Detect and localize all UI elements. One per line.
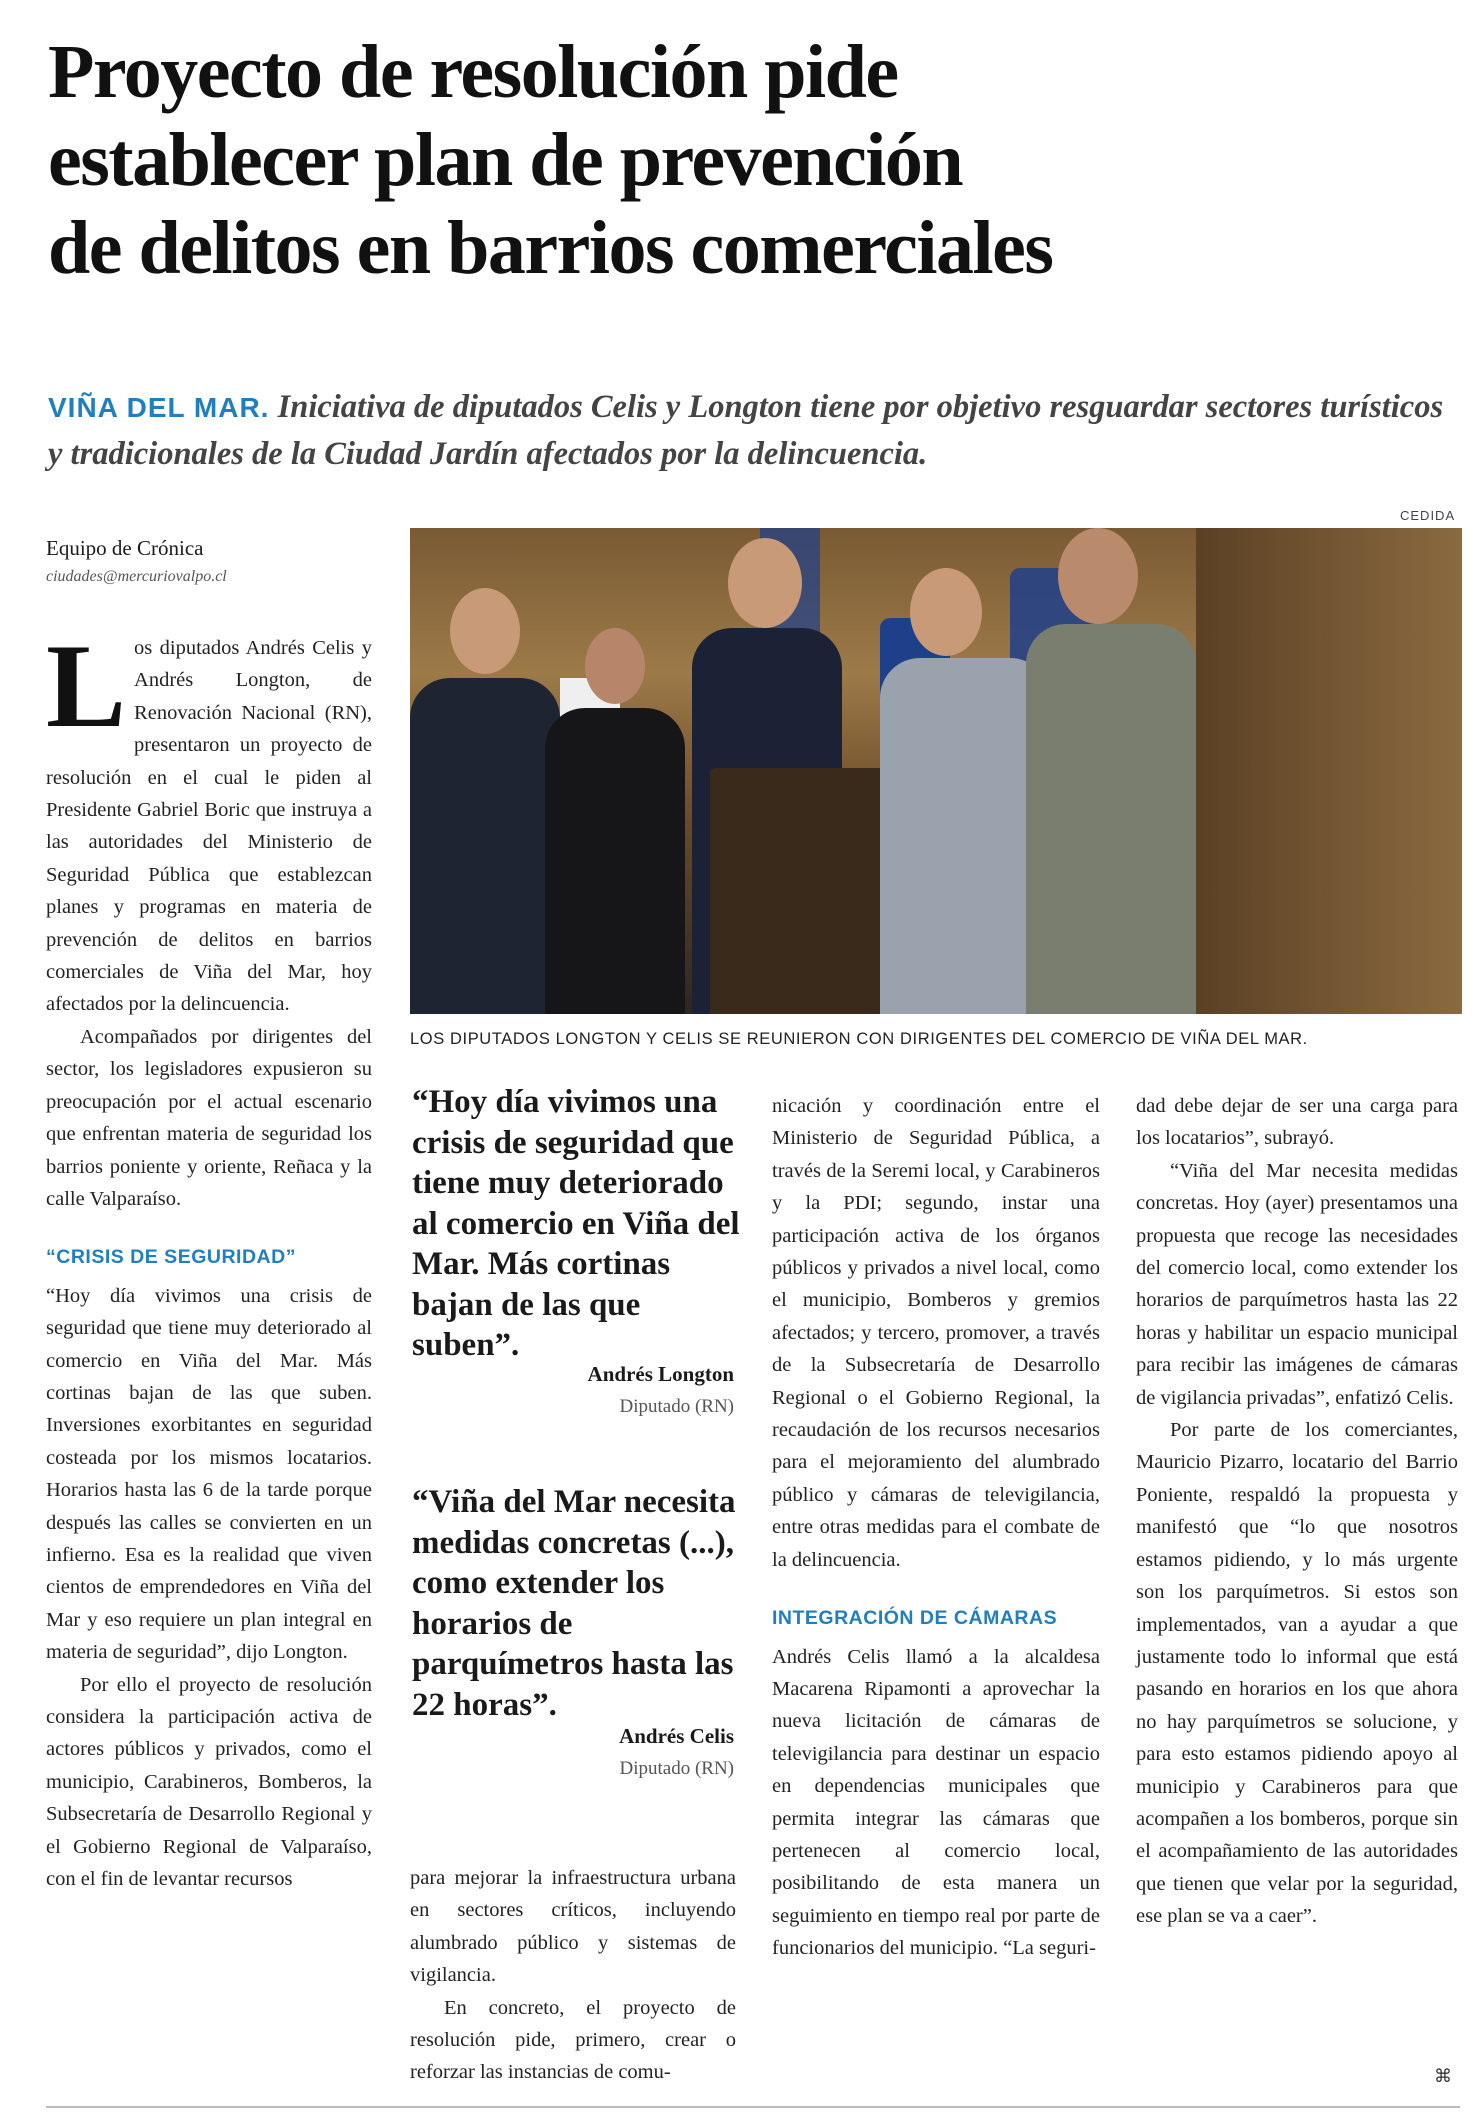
- pull-quote-2-name: Andrés Celis: [619, 1724, 734, 1748]
- body-column-3: [772, 1090, 1100, 1965]
- headline-line-3: de delitos en barrios comerciales: [48, 206, 1053, 290]
- byline-email[interactable]: ciudades@mercuriovalpo.cl: [46, 568, 227, 585]
- body-column-4: [1136, 1090, 1458, 1933]
- pull-quote-2-role: Diputado (RN): [619, 1758, 734, 1779]
- body-paragraph-11: Por parte de los comerciantes, Mauricio Pizarro, locatario del Barrio Poniente, respaldó la propuesta y manifestó que “lo que nosotros estamos pidiendo, y lo más urgente son los parquímetros. Si estos son implementados, van a ayudar a que justamente todo lo informal que está pasando en horarios en los que ahora no hay parquímetros se solucione, y para esto estamos pidiendo apoyo al municipio y Carabineros para que acompañen a los bomberos, porque sin el acompañamiento de las autoridades que tienen que velar por la seguridad, ese plan se va a caer”.: [1136, 1419, 1458, 1928]
- headline-line-2: establecer plan de prevención: [48, 118, 963, 202]
- news-photo: [410, 528, 1462, 1014]
- body-paragraph-9: dad debe dejar de ser una carga para los locatarios”, subrayó.: [1136, 1095, 1458, 1150]
- pull-quote-1: “Hoy día vivimos una crisis de seguridad que tiene muy deteriorado al comercio en Viña del Mar. Más cortinas bajan de las que suben”.: [412, 1084, 740, 1363]
- pull-quote-1-name: Andrés Longton: [587, 1362, 734, 1386]
- dropcap: L: [46, 619, 127, 752]
- deck: [48, 384, 1458, 477]
- body-paragraph-5: para mejorar la infraestructura urbana en sectores críticos, incluyendo alumbrado público y sistemas de vigilancia.: [410, 1867, 736, 1987]
- subheading-crisis: “CRISIS DE SEGURIDAD”: [46, 1246, 296, 1269]
- body-paragraph-2: Acompañados por dirigentes del sector, los legisladores expusieron su preocupación por el actual escenario que enfrentan materia de seguridad los barrios poniente y oriente, Reñaca y la calle Valparaíso.: [46, 1025, 372, 1210]
- body-column-2: [410, 1862, 736, 2089]
- body-paragraph-1: Los diputados Andrés Celis y Andrés Longton, de Renovación Nacional (RN), presentaron un proyecto de resolución en el cual le piden al Presidente Gabriel Boric que instruya a las autoridades del Ministerio de Seguridad Pública que establezcan planes y programas en materia de prevención de delitos en barrios comerciales de Viña del Mar, hoy afectados por la delincuencia.: [46, 619, 372, 1016]
- body-paragraph-8: Andrés Celis llamó a la alcaldesa Macarena Ripamonti a aprovechar la nueva licitación de cámaras de televigilancia para destinar un espacio en dependencias municipales que permita integrar las cámaras que pertenecen al comercio local, posibilitando de esta manera un seguimiento en tiempo real por parte de funcionarios del municipio. “La seguri-: [772, 1645, 1100, 1960]
- headline-line-1: Proyecto de resolución pide: [48, 30, 898, 114]
- subheading-cameras: INTEGRACIÓN DE CÁMARAS: [772, 1607, 1058, 1630]
- pull-quote-1-role: Diputado (RN): [619, 1396, 734, 1417]
- body-paragraph-3: “Hoy día vivimos una crisis de seguridad que tiene muy deteriorado al comercio en Viña del Mar. Más cortinas bajan de las que suben. Inversiones exorbitantes en seguridad costeada por los mismos locatarios. Horarios hasta las 6 de la tarde porque después las calles se convierten en un infierno. Esa es la realidad que viven cientos de emprendedores en Viña del Mar y eso requiere un plan integral en materia de seguridad”, dijo Longton.: [46, 1284, 372, 1664]
- headline: [48, 28, 1448, 292]
- byline-name: Equipo de Crónica: [46, 536, 204, 560]
- deck-text: Iniciativa de diputados Celis y Longton tiene por objetivo resguardar sectores turísticos y tradicionales de la Ciudad Jardín afectados por la delincuencia.: [48, 389, 1444, 472]
- body-paragraph-6: En concreto, el proyecto de resolución pide, primero, crear o reforzar las instancias de comu-: [410, 1996, 736, 2084]
- photo-credit: CEDIDA: [1400, 508, 1456, 523]
- deck-location: VIÑA DEL MAR.: [48, 392, 270, 423]
- body-paragraph-7: nicación y coordinación entre el Ministerio de Seguridad Pública, a través de la Seremi local, y Carabineros y la PDI; segundo, instar una participación activa de los órganos públicos y privados a nivel local, como el municipio, Bomberos y gremios afectados; y tercero, promover, a través de la Subsecretaría de Desarrollo Regional o el Gobierno Regional, la recaudación de los recursos necesarios para el mejoramiento del alumbrado público y cámaras de televigilancia, entre otras medidas para el combate de la delincuencia.: [772, 1095, 1100, 1571]
- body-column-1: [46, 619, 372, 1895]
- end-mark-icon: ⌘: [1434, 2066, 1452, 2087]
- photo-caption: LOS DIPUTADOS LONGTON Y CELIS SE REUNIERON CON DIRIGENTES DEL COMERCIO DE VIÑA DEL MAR.: [410, 1030, 1308, 1048]
- bottom-rule: [46, 2106, 1460, 2108]
- body-paragraph-4: Por ello el proyecto de resolución considera la participación activa de actores públicos y privados, como el municipio, Carabineros, Bomberos, la Subsecretaría de Desarrollo Regional y el Gobierno Regional de Valparaíso, con el fin de levantar recursos: [46, 1673, 372, 1891]
- pull-quote-2: “Viña del Mar necesita medidas concretas (...), como extender los horarios de parquímetros hasta las 22 horas”.: [412, 1484, 736, 1723]
- body-paragraph-10: “Viña del Mar necesita medidas concretas. Hoy (ayer) presentamos una propuesta que recoge las necesidades del comercio local, como extender los horarios de parquímetros hasta las 22 horas y habilitar un espacio municipal para recibir las imágenes de cámaras de vigilancia privadas”, enfatizó Celis.: [1136, 1159, 1458, 1409]
